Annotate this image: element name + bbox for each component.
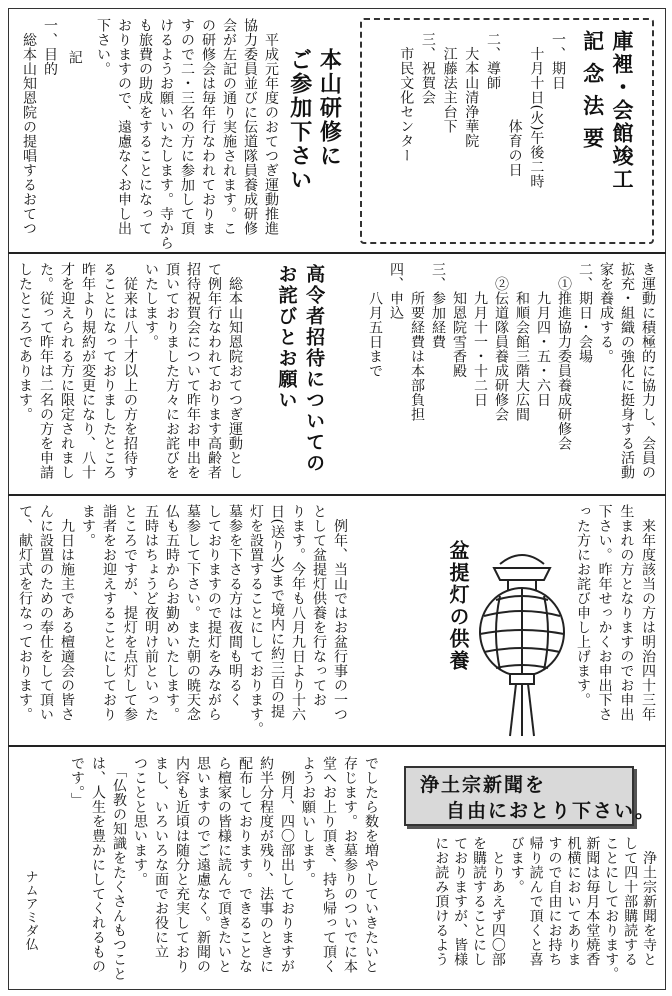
elderly-invitation-title: 高令者招待についての お詫びとお願い <box>275 264 326 474</box>
newspaper-body-right: 浄土宗新聞を寺と して四十部購読する ことにしております。 新聞は毎月本堂焼香 机横においてありま すので自由にお持ち 帰り読んで頂くと喜 びます。 とりあえず四〇部 を購読することにし ておりますが、皆様 にお読み頂けるよう <box>433 836 657 981</box>
newspaper-headline-line1: 浄土宗新聞を <box>420 774 547 796</box>
signature-namuamidabutsu: ナムアミダ仏 <box>22 870 38 951</box>
commemoration-title: 庫裡・会館竣工 記 念 法 要 <box>580 30 634 191</box>
paper-lantern-illustration <box>470 540 574 738</box>
section-divider-2 <box>8 494 666 496</box>
training-title: 本山研修に ご参加下さい <box>286 48 342 192</box>
training-points: 一、目的 総本山知恩院の提唱するおてつ <box>21 18 58 236</box>
section-divider-3 <box>8 745 666 747</box>
bon-lantern-body: 例年、当山ではお盆行事の一つ として盆提灯供養を行なってお ります。今年も八月九日より十六 日(送り火)まで境内に約三百の提 灯を設置することにしております。 墓参を下さる方は夜間も明るく しておりますので提灯をみながら 墓参して下さい。また朝の暁天念 仏も五時からお勤めいたします。 五時はちょうど夜明け前といった ところですが、提灯を点灯して参 詣者をお迎えすることにしており ます。 九日は施主である檀適会の皆さ んに設置のための奉仕をして頂い て、献灯式を行なっております。 <box>17 504 348 736</box>
training-continued: き運動に積極的に協力し、会員の 拡充・組織の強化に挺身する活動 家を養成する。 二、期日・会場 ①推進協力委員養成研修会 九月四・五・六日 和順会館三階大広間 ②伝道隊員養成研修会 九月十一・十二日 知恩院雪香殿 三、参加経費 所要経費は本部負担 四、申込 八月五日まで <box>367 262 656 480</box>
elderly-invitation-continued: 来年度該当の方は明治四十三年 生まれの方となりますのでお申出 下さい。昨年せっかくお申出下さ った方にお詫び申し上げます。 <box>574 504 656 722</box>
commemoration-details: 一、期日 十月十日(火)午後二時 体育の日 二、導師 大本山清浄華院 江藤法主台下 三、祝賀会 市民文化センター <box>398 32 566 189</box>
newspaper-body-left: でしたら数を増やしていきたいと 存じます。お墓参りのついでに本 堂へお上り頂き、持ち帰って頂く ようお願いします。 例月、四〇部出しておりますが 約半分程度が残り、法事のときに 配布しております。できることな ら檀家の皆様に読んで頂きたいと 思いますのでご遠慮なく。新聞の 内容も近頃は随分と充実しており まし、いろいろな面でお役に立 つことと思います。 「仏教の知識をたくさんもつこと は、人生を豊かにしてくれるもの です。」 <box>69 756 379 981</box>
elderly-invitation-body: 総本山知恩院おてつぎ運動とし て例年行なわれております高齢者 招待祝賀会について昨年お申出を 頂いておりました方々にお詫びを いたします。 従来は八十才以上の方を招待す ることになっておりましたところ 昨年より規約が変更になり、八十 才を迎えられる方に限定されまし た。従って昨年は二名の方を申請 したところであります。 <box>17 262 243 480</box>
section-divider-1 <box>8 252 666 254</box>
training-ki: 記 <box>66 50 83 65</box>
bon-lantern-title: 盆提灯の供養 <box>446 540 470 672</box>
newspaper-headline-line2: 自由におとり下さい。 <box>446 800 657 822</box>
training-body: 平成元年度のおてつぎ運動推進 協力委員並びに伝道隊員養成研修 会が左記の通り実施されます。こ の研修会は毎年行なわれておりま すので二・三名の方に参加して頂 けるようお願いいたします。寺から も旅費の助成をすることになって おりますので、遠慮なくお申し出 下さい。 <box>95 18 279 250</box>
